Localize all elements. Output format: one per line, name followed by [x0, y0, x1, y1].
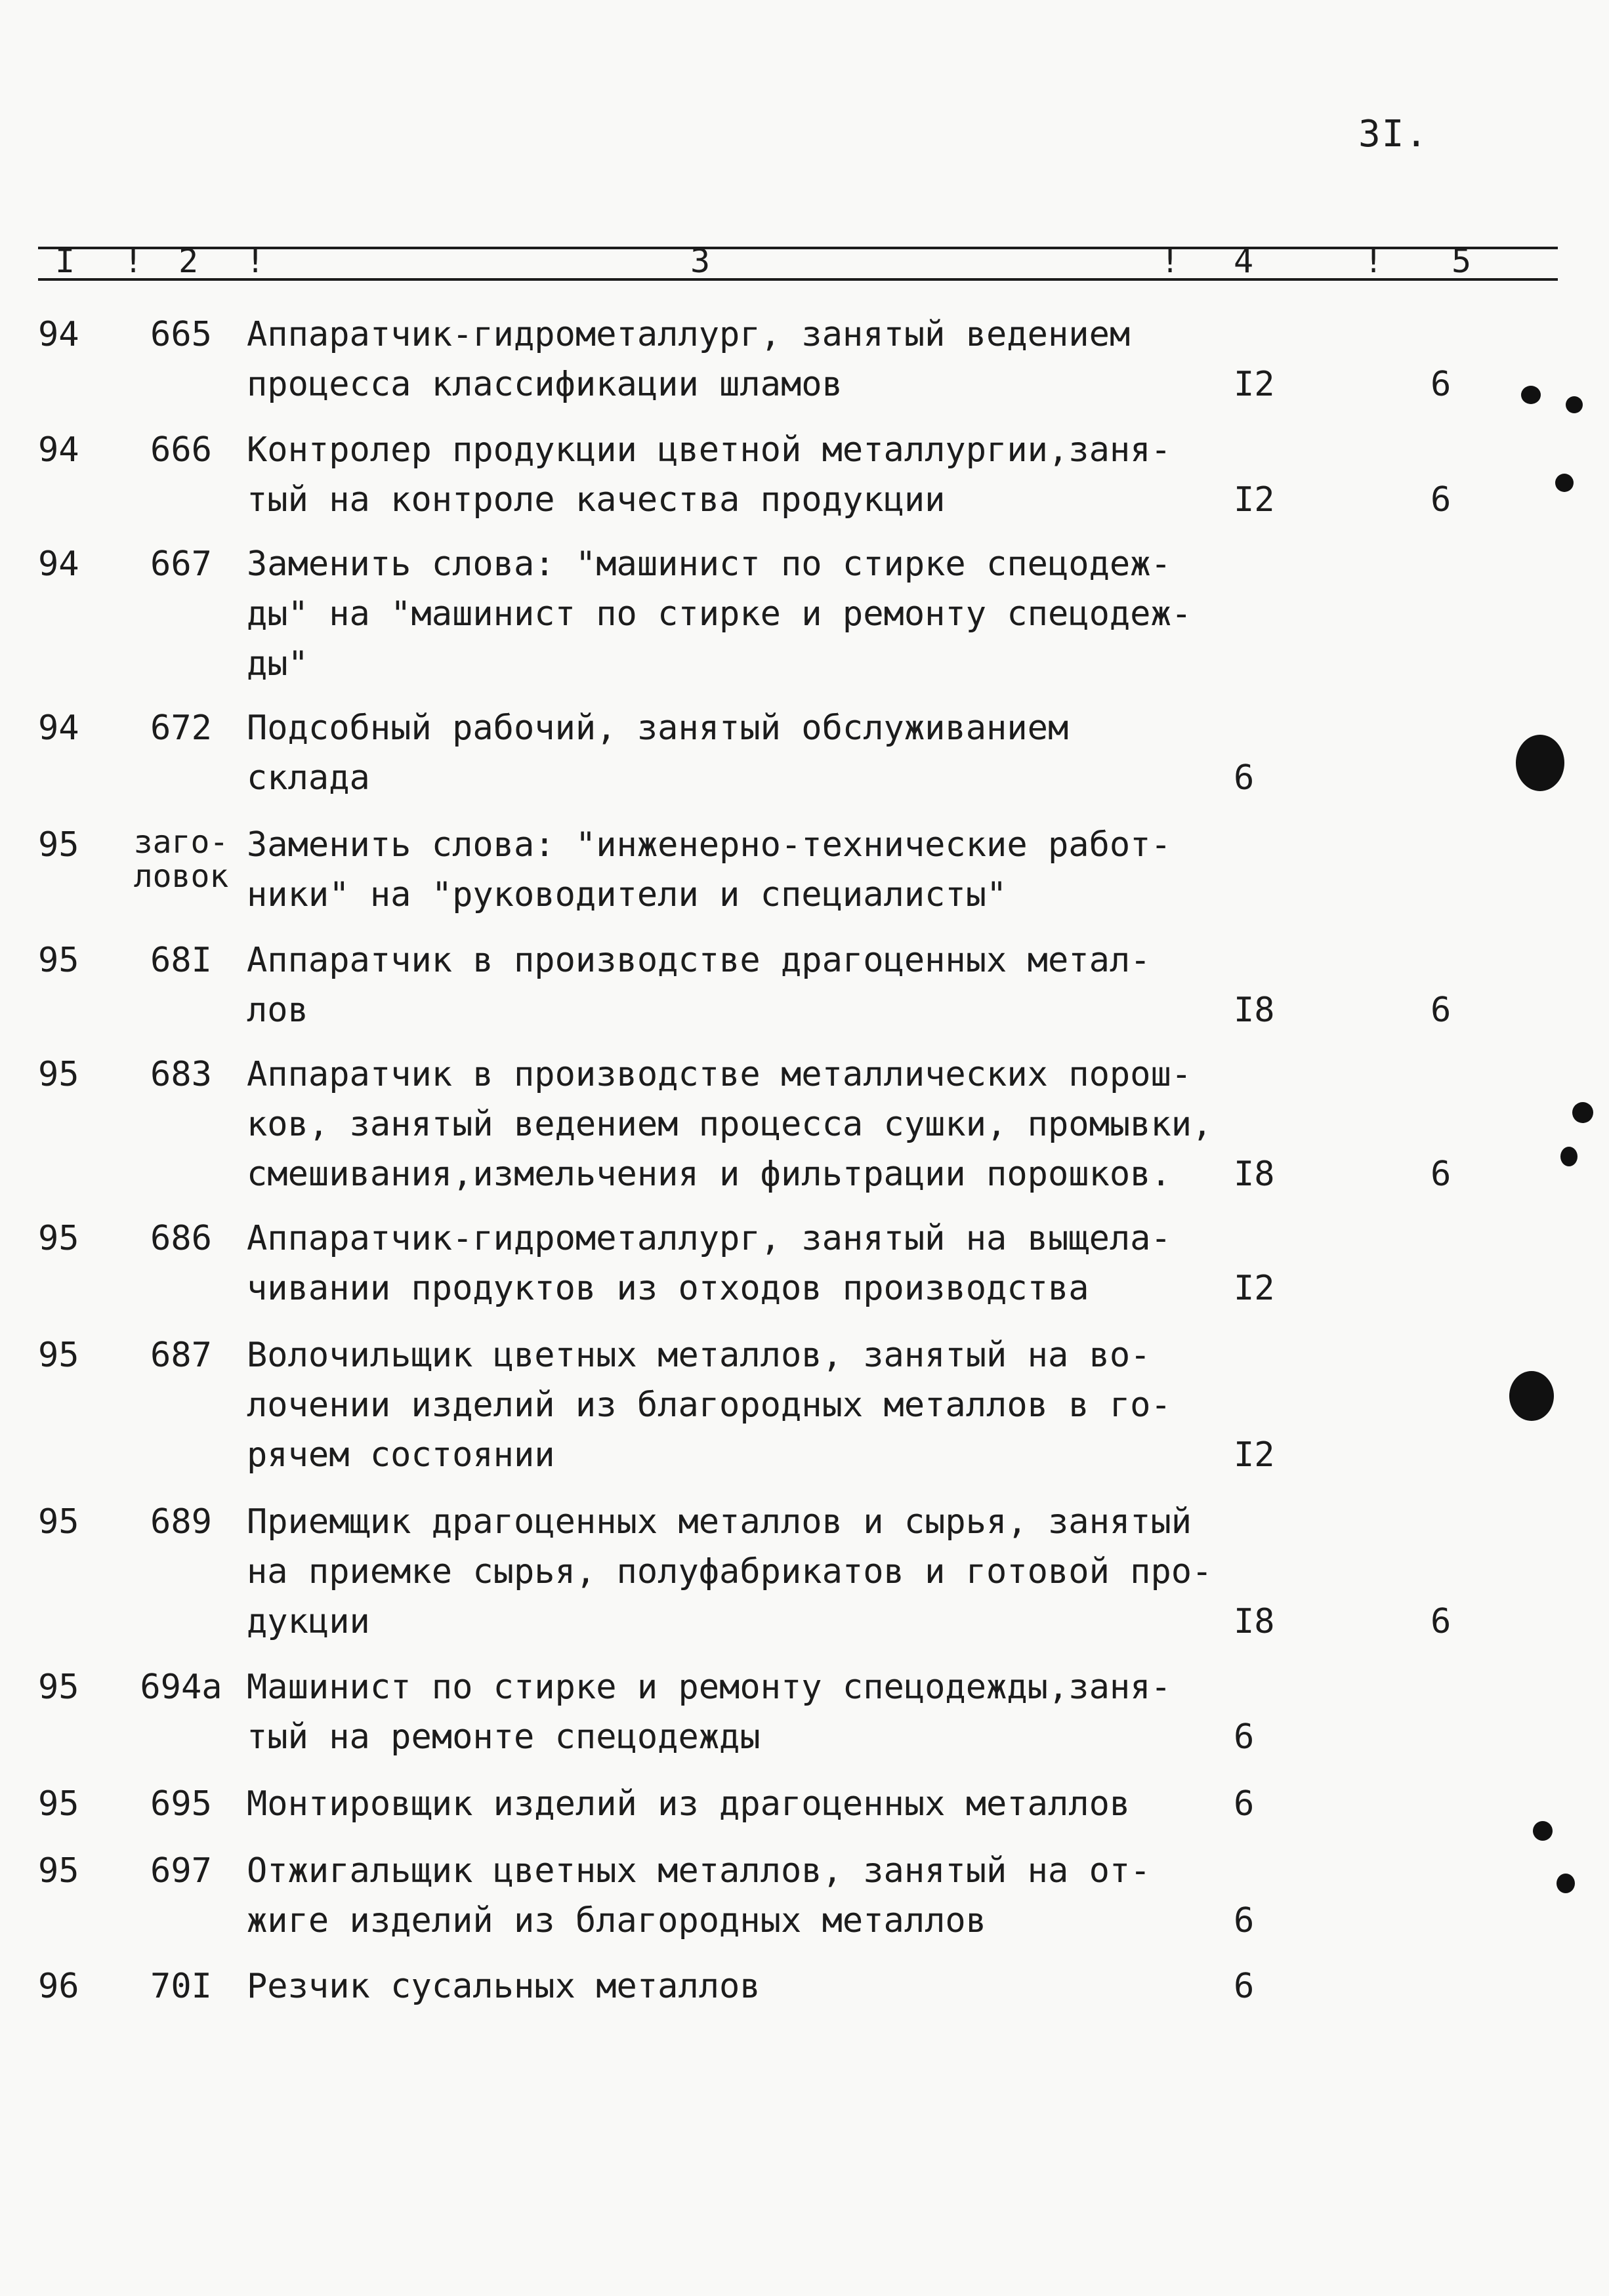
item-number-cell: 694а [140, 1668, 222, 1707]
column-header-2: 2 [178, 242, 199, 280]
column-header-5: 5 [1452, 242, 1472, 280]
description-line: склада [247, 758, 370, 798]
ink-spot [1566, 396, 1583, 413]
header-rule-bottom [38, 278, 1558, 281]
column-4-value: 6 [1234, 1717, 1255, 1757]
item-number-cell: 689 [150, 1502, 212, 1542]
page-ref-cell: 94 [38, 315, 79, 354]
column-4-value: I2 [1234, 1435, 1275, 1475]
column-4-value: 6 [1234, 1901, 1255, 1940]
description-line: Приемщик драгоценных металлов и сырья, занятый [247, 1502, 1192, 1542]
column-4-value: 6 [1234, 758, 1255, 798]
column-5-value: 6 [1431, 365, 1452, 404]
description-cell [247, 1330, 1244, 1480]
description-cell [247, 1846, 1244, 1946]
column-header-4: 4 [1234, 242, 1254, 280]
description-line: Аппаратчик в производстве металлических порош- [247, 1055, 1192, 1094]
description-line: ды" [247, 644, 308, 684]
column-header-1: I [55, 242, 75, 280]
item-number-cell: 666 [150, 430, 212, 470]
page-ref-cell: 95 [38, 941, 79, 980]
description-line: ники" на "руководители и специалисты" [247, 875, 1007, 914]
item-number-cell: 697 [150, 1851, 212, 1891]
column-4-value: I2 [1234, 480, 1275, 520]
column-separator: ! [123, 242, 144, 280]
item-number-cell: 687 [150, 1336, 212, 1375]
page-ref-cell: 94 [38, 708, 79, 748]
page-ref-cell: 95 [38, 1502, 79, 1542]
description-cell [247, 703, 1244, 803]
page-ref-cell: 95 [38, 825, 79, 865]
description-cell [247, 820, 1244, 920]
column-header-3: 3 [690, 242, 711, 280]
description-line: жиге изделий из благородных металлов [247, 1901, 987, 1940]
description-line: Контролер продукции цветной металлургии,заня- [247, 430, 1171, 470]
column-5-value: 6 [1431, 1155, 1452, 1194]
description-line: тый на контроле качества продукции [247, 480, 946, 520]
description-cell [247, 1779, 1244, 1829]
page-ref-cell: 95 [38, 1336, 79, 1375]
column-4-value: 6 [1234, 1784, 1255, 1824]
page-ref-cell: 95 [38, 1784, 79, 1824]
description-cell [247, 1961, 1244, 2011]
column-4-value: I8 [1234, 1602, 1275, 1641]
description-line: на приемке сырья, полуфабрикатов и готовой про- [247, 1552, 1213, 1591]
ink-spot [1560, 1147, 1578, 1166]
description-line: дукции [247, 1602, 370, 1641]
description-line: ков, занятый ведением процесса сушки, промывки, [247, 1105, 1213, 1144]
description-cell [247, 425, 1244, 525]
item-number-cell: 68I [150, 941, 212, 980]
column-4-value: I8 [1234, 1155, 1275, 1194]
description-line: лов [247, 991, 308, 1030]
description-line: чивании продуктов из отходов производства [247, 1269, 1089, 1308]
description-line: рячем состоянии [247, 1435, 555, 1475]
description-cell [247, 1214, 1244, 1313]
column-5-value: 6 [1431, 1602, 1452, 1641]
header-rule-top [38, 247, 1558, 249]
description-cell [247, 539, 1244, 689]
page-ref-cell: 95 [38, 1055, 79, 1094]
ink-spot [1555, 474, 1574, 492]
page-ref-cell: 95 [38, 1219, 79, 1258]
ink-spot [1557, 1874, 1575, 1893]
column-5-value: 6 [1431, 480, 1452, 520]
ink-spot [1533, 1821, 1553, 1841]
page-ref-cell: 96 [38, 1967, 79, 2006]
description-line: Аппаратчик-гидрометаллург, занятый на выщела- [247, 1219, 1171, 1258]
description-line: Монтировщик изделий из драгоценных металлов [247, 1784, 1131, 1824]
description-line: Подсобный рабочий, занятый обслуживанием [247, 708, 1069, 748]
description-line: Аппаратчик-гидрометаллург, занятый ведением [247, 315, 1131, 354]
column-separator: ! [1364, 242, 1384, 280]
ink-spot [1572, 1102, 1593, 1123]
ink-spot [1516, 735, 1564, 791]
description-line: смешивания,измельчения и фильтрации порошков. [247, 1155, 1171, 1194]
item-number-cell: 695 [150, 1784, 212, 1824]
description-line: тый на ремонте спецодежды [247, 1717, 761, 1757]
description-cell [247, 935, 1244, 1035]
page-number: 3I. [1358, 113, 1429, 155]
ink-spot [1521, 386, 1541, 404]
description-cell [247, 1662, 1244, 1762]
item-number-cell: 70I [150, 1967, 212, 2006]
column-4-value: 6 [1234, 1967, 1255, 2006]
page-ref-cell: 95 [38, 1851, 79, 1891]
page-ref-cell: 94 [38, 544, 79, 584]
description-cell [247, 310, 1244, 409]
column-4-value: I8 [1234, 991, 1275, 1030]
item-number-cell: 686 [150, 1219, 212, 1258]
page-ref-cell: 94 [38, 430, 79, 470]
column-4-value: I2 [1234, 365, 1275, 404]
item-number-cell: 665 [150, 315, 212, 354]
item-number-cell: заго- ловок [133, 824, 229, 895]
column-4-value: I2 [1234, 1269, 1275, 1308]
description-cell [247, 1497, 1244, 1647]
description-line: Отжигальщик цветных металлов, занятый на от- [247, 1851, 1151, 1891]
description-line: Резчик сусальных металлов [247, 1967, 761, 2006]
description-line: Заменить слова: "машинист по стирке спецодеж- [247, 544, 1171, 584]
description-line: Волочильщик цветных металлов, занятый на во- [247, 1336, 1151, 1375]
item-number-cell: 672 [150, 708, 212, 748]
column-separator: ! [245, 242, 266, 280]
column-separator: ! [1160, 242, 1181, 280]
item-number-cell: 683 [150, 1055, 212, 1094]
description-line: Машинист по стирке и ремонту спецодежды,заня- [247, 1668, 1171, 1707]
ink-spot [1509, 1371, 1554, 1421]
description-line: лочении изделий из благородных металлов в го- [247, 1385, 1171, 1425]
description-line: ды" на "машинист по стирке и ремонту спецодеж- [247, 594, 1192, 634]
description-cell [247, 1050, 1244, 1199]
page-ref-cell: 95 [38, 1668, 79, 1707]
description-line: Аппаратчик в производстве драгоценных метал- [247, 941, 1151, 980]
description-line: Заменить слова: "инженерно-технические работ- [247, 825, 1171, 865]
description-line: процесса классификации шламов [247, 365, 843, 404]
column-5-value: 6 [1431, 991, 1452, 1030]
item-number-cell: 667 [150, 544, 212, 584]
